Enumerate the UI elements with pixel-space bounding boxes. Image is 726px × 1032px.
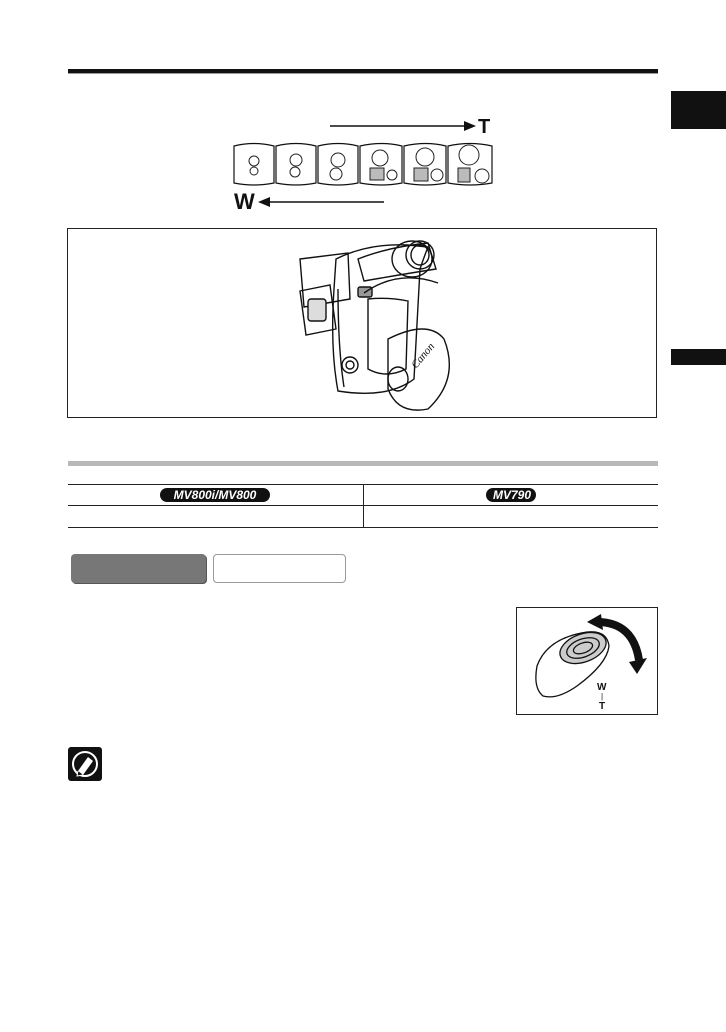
curved-arrow-icon (629, 658, 647, 674)
header-rule-shadow (68, 73, 658, 74)
mode-tab-inactive (213, 554, 346, 583)
tele-label: T (478, 116, 491, 138)
zoom-lever-box (516, 607, 658, 715)
models-table (68, 484, 658, 528)
section-rule (68, 461, 658, 466)
zoom-lever-illustration (517, 608, 657, 714)
lever-t-label: T (599, 701, 606, 712)
pencil-note-icon (68, 747, 102, 781)
brand-label: Canon (409, 340, 438, 371)
section-tab (671, 349, 726, 365)
model-badge-mv800: MV800i/MV800 (160, 488, 270, 502)
chapter-tab (671, 91, 726, 129)
wide-label: W (234, 189, 255, 214)
tele-arrow (330, 118, 480, 134)
camcorder-illustration (68, 229, 656, 417)
model-badge-mv790: MV790 (486, 488, 536, 502)
mode-tab-active (71, 554, 206, 583)
camera-illustration-box (67, 228, 657, 418)
wide-arrow (258, 194, 386, 210)
lever-w-label: W (597, 682, 607, 693)
lever-divider: | (601, 692, 604, 701)
zoom-frames-strip (232, 141, 494, 186)
